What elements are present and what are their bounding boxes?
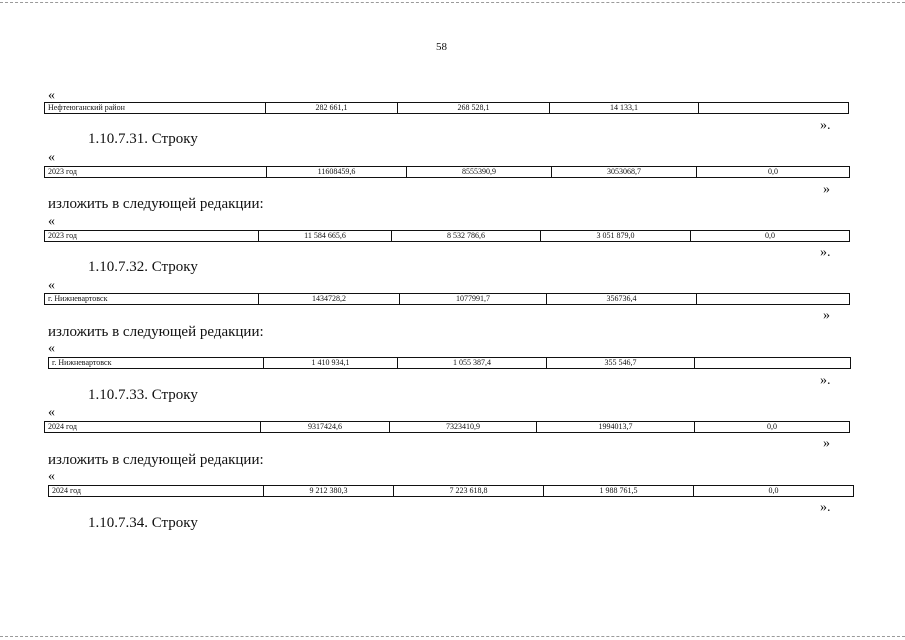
value-column-2: 7 223 618,8 bbox=[394, 486, 544, 496]
data-table-row bbox=[48, 485, 854, 497]
open-quote: « bbox=[48, 405, 55, 420]
scan-edge-bottom bbox=[0, 636, 905, 637]
value-column-2: 1077991,7 bbox=[400, 294, 547, 304]
value-column-2: 1 055 387,4 bbox=[398, 358, 547, 368]
value-column-3: 1994013,7 bbox=[537, 422, 695, 432]
data-table-row bbox=[44, 102, 849, 114]
value-column-3: 356736,4 bbox=[547, 294, 697, 304]
close-quote: » bbox=[823, 182, 830, 197]
value-column-4 bbox=[695, 358, 850, 368]
new-edition-text: изложить в следующей редакции: bbox=[48, 196, 264, 212]
data-table-row bbox=[44, 293, 850, 305]
value-column-2: 8555390,9 bbox=[407, 167, 552, 177]
value-total: 9317424,6 bbox=[261, 422, 390, 432]
open-quote: « bbox=[48, 88, 55, 103]
value-total: 282 661,1 bbox=[266, 103, 398, 113]
value-column-4 bbox=[699, 103, 848, 113]
value-total: 1 410 934,1 bbox=[264, 358, 398, 368]
value-column-3: 1 988 761,5 bbox=[544, 486, 694, 496]
close-quote: ». bbox=[820, 373, 831, 388]
data-table-row bbox=[48, 357, 851, 369]
heading-1-10-7-32: 1.10.7.32. Строку bbox=[88, 259, 198, 275]
scan-edge-top bbox=[0, 2, 905, 3]
close-quote: ». bbox=[820, 118, 831, 133]
row-label: г. Нижневартовск bbox=[45, 294, 259, 304]
row-label: 2023 год bbox=[45, 231, 259, 241]
open-quote: « bbox=[48, 341, 55, 356]
heading-1-10-7-33: 1.10.7.33. Строку bbox=[88, 387, 198, 403]
value-column-4: 0,0 bbox=[765, 231, 775, 240]
value-column-4: 0,0 bbox=[767, 422, 777, 431]
open-quote: « bbox=[48, 214, 55, 229]
value-column-3: 3 051 879,0 bbox=[541, 231, 691, 241]
value-total: 11608459,6 bbox=[267, 167, 407, 177]
row-label: г. Нижневартовск bbox=[49, 358, 264, 368]
heading-1-10-7-34: 1.10.7.34. Строку bbox=[88, 515, 198, 531]
value-total: 1434728,2 bbox=[259, 294, 400, 304]
heading-1-10-7-31: 1.10.7.31. Строку bbox=[88, 131, 198, 147]
close-quote: » bbox=[823, 308, 830, 323]
value-column-2: 268 528,1 bbox=[398, 103, 550, 113]
new-edition-text: изложить в следующей редакции: bbox=[48, 452, 264, 468]
value-total: 9 212 380,3 bbox=[264, 486, 394, 496]
value-column-4 bbox=[697, 294, 849, 304]
close-quote: ». bbox=[820, 245, 831, 260]
open-quote: « bbox=[48, 150, 55, 165]
value-column-2: 7323410,9 bbox=[390, 422, 537, 432]
data-table-row bbox=[44, 421, 850, 433]
row-label: Нефтеюганский район bbox=[45, 103, 266, 113]
close-quote: ». bbox=[820, 500, 831, 515]
value-column-4: 0,0 bbox=[768, 167, 778, 176]
open-quote: « bbox=[48, 278, 55, 293]
value-column-3: 355 546,7 bbox=[547, 358, 695, 368]
row-label: 2023 год bbox=[45, 167, 267, 177]
value-column-2: 8 532 786,6 bbox=[392, 231, 541, 241]
data-table-row bbox=[44, 230, 850, 242]
row-label: 2024 год bbox=[45, 422, 261, 432]
close-quote: » bbox=[823, 436, 830, 451]
value-column-3: 3053068,7 bbox=[552, 167, 697, 177]
value-total: 11 584 665,6 bbox=[259, 231, 392, 241]
value-column-4: 0,0 bbox=[768, 486, 779, 495]
value-column-3: 14 133,1 bbox=[550, 103, 699, 113]
page-number: 58 bbox=[436, 41, 447, 53]
new-edition-text: изложить в следующей редакции: bbox=[48, 324, 264, 340]
open-quote: « bbox=[48, 469, 55, 484]
row-label: 2024 год bbox=[49, 486, 264, 496]
data-table-row bbox=[44, 166, 850, 178]
